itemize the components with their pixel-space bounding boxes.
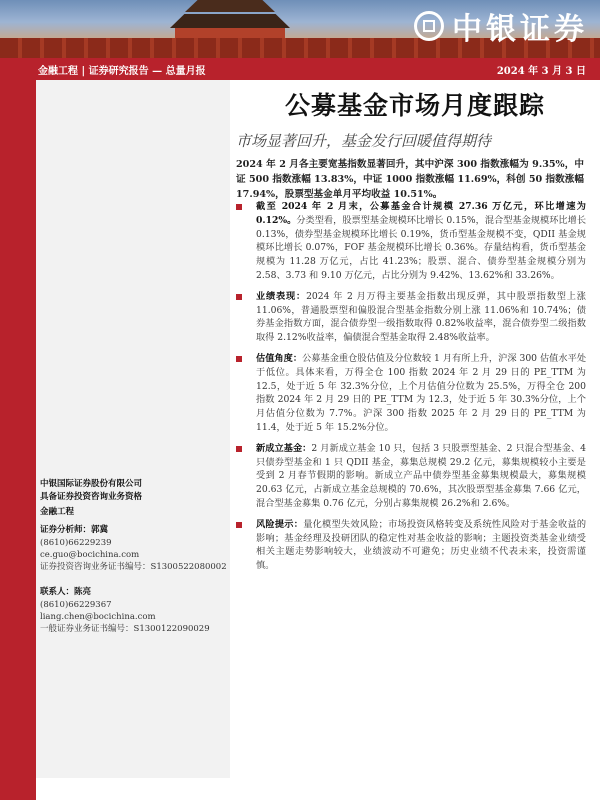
page-title: 公募基金市场月度跟踪 xyxy=(284,91,545,120)
bullet-square-icon xyxy=(236,294,242,300)
palace-roof-top xyxy=(185,0,275,12)
bullet-square-icon xyxy=(236,522,242,528)
report-date: 2024 年 3 月 3 日 xyxy=(496,66,586,77)
key-point-heading: 估值角度： xyxy=(256,352,303,364)
key-point xyxy=(236,518,586,573)
analyst-phone: (8610)66229239 xyxy=(40,538,112,548)
key-points xyxy=(236,200,586,573)
key-point-body: 公募基金重仓股估值及分位数较 1 月有所上升，沪深 300 估值水平处于低位。具体来看，万得全仓 100 指数 2024 年 2 月 29 日的 PE_TTM 为 12.5，处于近 5 年 32.3%分位，上个月估值分位数为 25.5%，万得全仓 200 指数 2024 年 2 月 29 日的 PE_TTM 为 12.3，处于近 5 年 30.3%分位，上个月估值分位数为 7.7%。沪深 300 指数 2025 年 2 月 29 日的 PE_TTM 为 11.4，处于近 5 年 15.2%分位。 xyxy=(256,352,587,433)
key-point-body: 分类型看，股票型基金规模环比增长 0.15%，混合型基金规模环比增长 0.13%，债券型基金规模环比增长 0.19%，货币型基金规模不变，QDII 基金规模环比增长 0.07%，FOF 基金规模环比增长 0.36%。存量结构看，货币型基金规模为 11.28 万亿元，占比 41.23%；股票、混合、债券型基金规模分别为 2.58、3.73 和 9.10 万亿元，占比分别为 9.42%、13.62%和 33.26%。 xyxy=(256,214,587,281)
contact-certificate: 一般证券业务证书编号：S1300122090029 xyxy=(40,624,210,634)
palace-roof xyxy=(170,14,290,28)
sidebar xyxy=(36,80,230,778)
analyst-certificate: 证券投资咨询业务证书编号：S1300522080002 xyxy=(40,562,227,572)
key-point-body: 量化模型失效风险；市场投资风格转变及系统性风险对于基金收益的影响；基金经理及投研团队的稳定性对基金收益的影响；主题投资类基金业绩受相关主题走势影响较大，业绩波动不可避免；历史业绩不代表未来，投资需谨慎。 xyxy=(256,518,587,572)
key-point-heading: 截至 2024 年 2 月末，公募基金合计规模 27.36 万亿元，环比增速为 0.12%。 xyxy=(256,201,586,226)
sidebar-qualification: 具备证券投资咨询业务资格 xyxy=(40,492,143,502)
key-point xyxy=(236,352,586,435)
key-point-body: 2024 年 2 月万得主要基金指数出现反弹，其中股票指数型上涨 11.06%，普通股票型和偏股混合型基金指数分别上涨 11.06%和 10.74%；债券基金指数方面，混合债券型一级指数取得 0.82%收益率，混合债券型二级指数取得 2.12%收益率，偏债混合型基金取得 2.48%收益率。 xyxy=(256,290,586,344)
key-point-body: 2 月新成立基金 10 只，包括 3 只股票型基金、2 只混合型基金、4 只债券型基金和 1 只 QDII 基金，募集总规模 29.2 亿元，募集规模较小主要是受到 2 月春节假期的影响。新成立产品中债券型基金募集规模最大，募集规模 20.63 亿元，占新成立基金总规模的 70.6%，其次股票型基金募集 7.66 亿元，混合型基金募集 0.76 亿元，分别占募集规模 26.2%和 2.6%。 xyxy=(256,442,587,509)
key-point xyxy=(236,200,586,283)
sidebar-department: 金融工程 xyxy=(40,507,75,517)
key-point-heading: 风险提示： xyxy=(256,518,304,530)
brand-name: 中银证券 xyxy=(452,12,588,47)
bullet-square-icon xyxy=(236,446,242,452)
sidebar-company: 中银国际证券股份有限公司 xyxy=(40,479,143,489)
key-point-heading: 新成立基金： xyxy=(256,442,312,454)
category-bar xyxy=(0,58,600,80)
page-subtitle: 市场显著回升，基金发行回暖值得期待 xyxy=(236,132,492,150)
bank-of-china-logo-icon xyxy=(414,11,444,41)
key-point-heading: 业绩表现： xyxy=(256,290,307,302)
contact-name: 联系人：陈亮 xyxy=(40,587,92,597)
left-accent-stripe xyxy=(0,80,36,800)
header-banner xyxy=(0,0,600,58)
summary-lead: 2024 年 2 月各主要宽基指数显著回升，其中沪深 300 指数涨幅为 9.35%，中证 500 指数涨幅 13.83%，中证 1000 指数涨幅 11.69%，科创 50 指数涨幅 17.94%，股票型基金单月平均收益 10.51%。 xyxy=(236,159,584,200)
brand xyxy=(414,4,588,48)
contact-email[interactable]: liang.chen@bocichina.com xyxy=(40,612,156,622)
key-point xyxy=(236,290,586,345)
analyst-email[interactable]: ce.guo@bocichina.com xyxy=(40,550,140,560)
report-category: 金融工程 | 证券研究报告 — 总量月报 xyxy=(38,66,206,77)
contact-phone: (8610)66229367 xyxy=(40,600,112,610)
analyst-name: 证券分析师：郭冀 xyxy=(40,525,109,535)
bullet-square-icon xyxy=(236,356,242,362)
key-point xyxy=(236,442,586,511)
bullet-square-icon xyxy=(236,204,242,210)
